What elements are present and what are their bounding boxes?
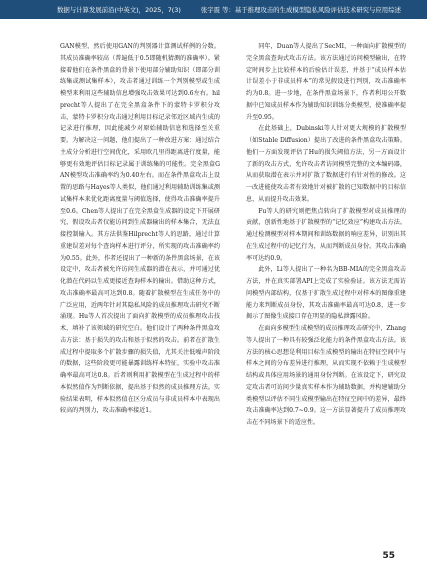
article-running-title: 张宇震 等：基于推理攻击的生成模型隐私风险评估技术研究与应用综述 [200,6,401,14]
paragraph: 此外，Li等人提出了一种名为BB-MIA的完全黑盒攻击方法，并在真实部署API上完成了实验验证。该方法无需访问模型内部结构，仅基于扩散生成过程中对样本的图像重建能力来判断成员身份，其攻击准确率最高可达0.8，进一步揭示了图像生成接口存在明显的隐私泄露风险。 [246,266,406,321]
paragraph: 同年，Duan等人提出了SecMI，一种面向扩散模型的完全黑盒查询式攻击方法。该方法通过访问模型输出，在特定时间步上比较样本的后验估计误差，并基于“成员样本估计误差小于非成员样本”的常见假设进行判别，攻击准确率约为0.8。进一步地，在条件黑盒场景下，作者利用公开数据中已知成员样本作为辅助知识训练分类模型，使准确率提升至0.95。 [246,43,406,121]
paragraph: 在此基础上，Dubinski等人针对更大规模的扩散模型（如Stable Diffusion）提出了改进的条件黑盒攻击策略。他们一方面发现评估了Hu的损失阈值方法，另一方面设计了新的攻击方式，允许攻击者访问模型完整的文本编码器，从而获取潜在表示并对扩散了数据进行有针对性的修改。这一改进能使攻击者有效地针对被扩散的已知数据中的目标信息，从而提升攻击效果。 [246,125,406,203]
paragraph: 在面向多模型生成模型的成员推理攻击研究中，Zhang等人提出了一种具有较强泛化能力的条件黑盒攻击方法。该方法的核心思想是利用目标生成模型的输出在特征空间中与样本之间的分布差异进行推理，从而实现不依赖于生成模型结构或具体应用场景的通用身份判断。在该设定下，研究设定攻击者可访问少量真实样本作为辅助数据，并构建辅助分类模型以评估不同生成模型输出在特征空间中的差异，最终攻击准确率达到0.7~0.9。这一方法显著提升了成员推理攻击在不同场景下的适应性。 [246,325,406,426]
journal-citation: 数据与计算发展前沿(中英文)，2025，7(3) [57,6,181,14]
paragraph: GAN模型，然后使用GAN的判别器计算测试样例的分数。其成员准确率较高（普遍低于0.5即随机猜测的准确率）。紧接着他们在条件黑盒的背景下使用部分辅助知识（即部分训练集或测试集样本），攻击者通过训练一个判别模型或生成模型来利用这些辅助信息增强攻击效果可达到0.6左右。hilprecht等人提出了在完全黑盒条件下的蒙特卡罗积分攻击，蒙特卡罗积分攻击通过利用目标记录邻近区域内生成的记录进行推理，因此能减少对原始辅助信息和选择至关重要。为解决这一问题，他们提出了一种改进方案：通过结合主成分分析进行空间优化，采用欧几里得距离进行度量，能够更有效地评估目标记录属于训练集的可能性。完全黑盒GAN模型攻击准确率约为0.40左右。而在条件黑盒攻击上设置的思路与Hayes等人类似，他们通过利用辅助训练集或测试集样本来优化距离度量与阈值选择，使得攻击准确率提升至0.6。Chen等人提出了在完全黑盒生成器的设定下开展研究，假设攻击者仅能访问到生成器输出的样本集合，无法直接控制输入。其方法供鉴Hilprecht等人的思路，通过计算重建误差对每个查询样本进行评分，所实现的攻击准确率约为0.55。此外，作者还提出了一种新的条件黑盒场景，在该设定中，攻击者被允许访问生成器的潜在表示，并可通过优化潜在代码以生成更接近查询样本的输出。借助这种方式，攻击准确率最高可达到0.8。随着扩散模型在生成任务中的广泛应用，近两年针对其隐私风险的成员推理攻击研究不断涌现。Hu等人首次提出了面向扩散模型的成员推理攻击技术，填补了该领域的研究空白。他们设计了两种条件黑盒攻击方法：基于损失的攻击和基于似然的攻击。前者在扩散生成过程中提取多个扩散步骤的损失值，尤其关注低噪声阶段的数据，这些阶段更可能暴露训练样本特征，实验中攻击准确率最高可达0.8。后者则利用扩散模型在生成过程中的样本似然值作为判断依据，提出基于似然的成员推理方法。实验结果表明，样本似然值在区分成员与非成员样本中表现出较高的判别力，攻击准确率接近1。 [60,43,220,415]
left-column [60,41,220,417]
running-header [0,0,427,19]
paragraph: Fu等人的研究则把焦点转向了扩散模型对成员推理的贡献，创新性地基于扩散模型的“记忆效应”构建攻击方法。通过检测模型对样本期间和训练数据的响应差异，识别出其在生成过程中的记忆行为，从而判断成员身份。其攻击准确率可达约0.9。 [246,207,406,262]
page-number: 55 [382,551,395,561]
right-column [246,41,406,429]
